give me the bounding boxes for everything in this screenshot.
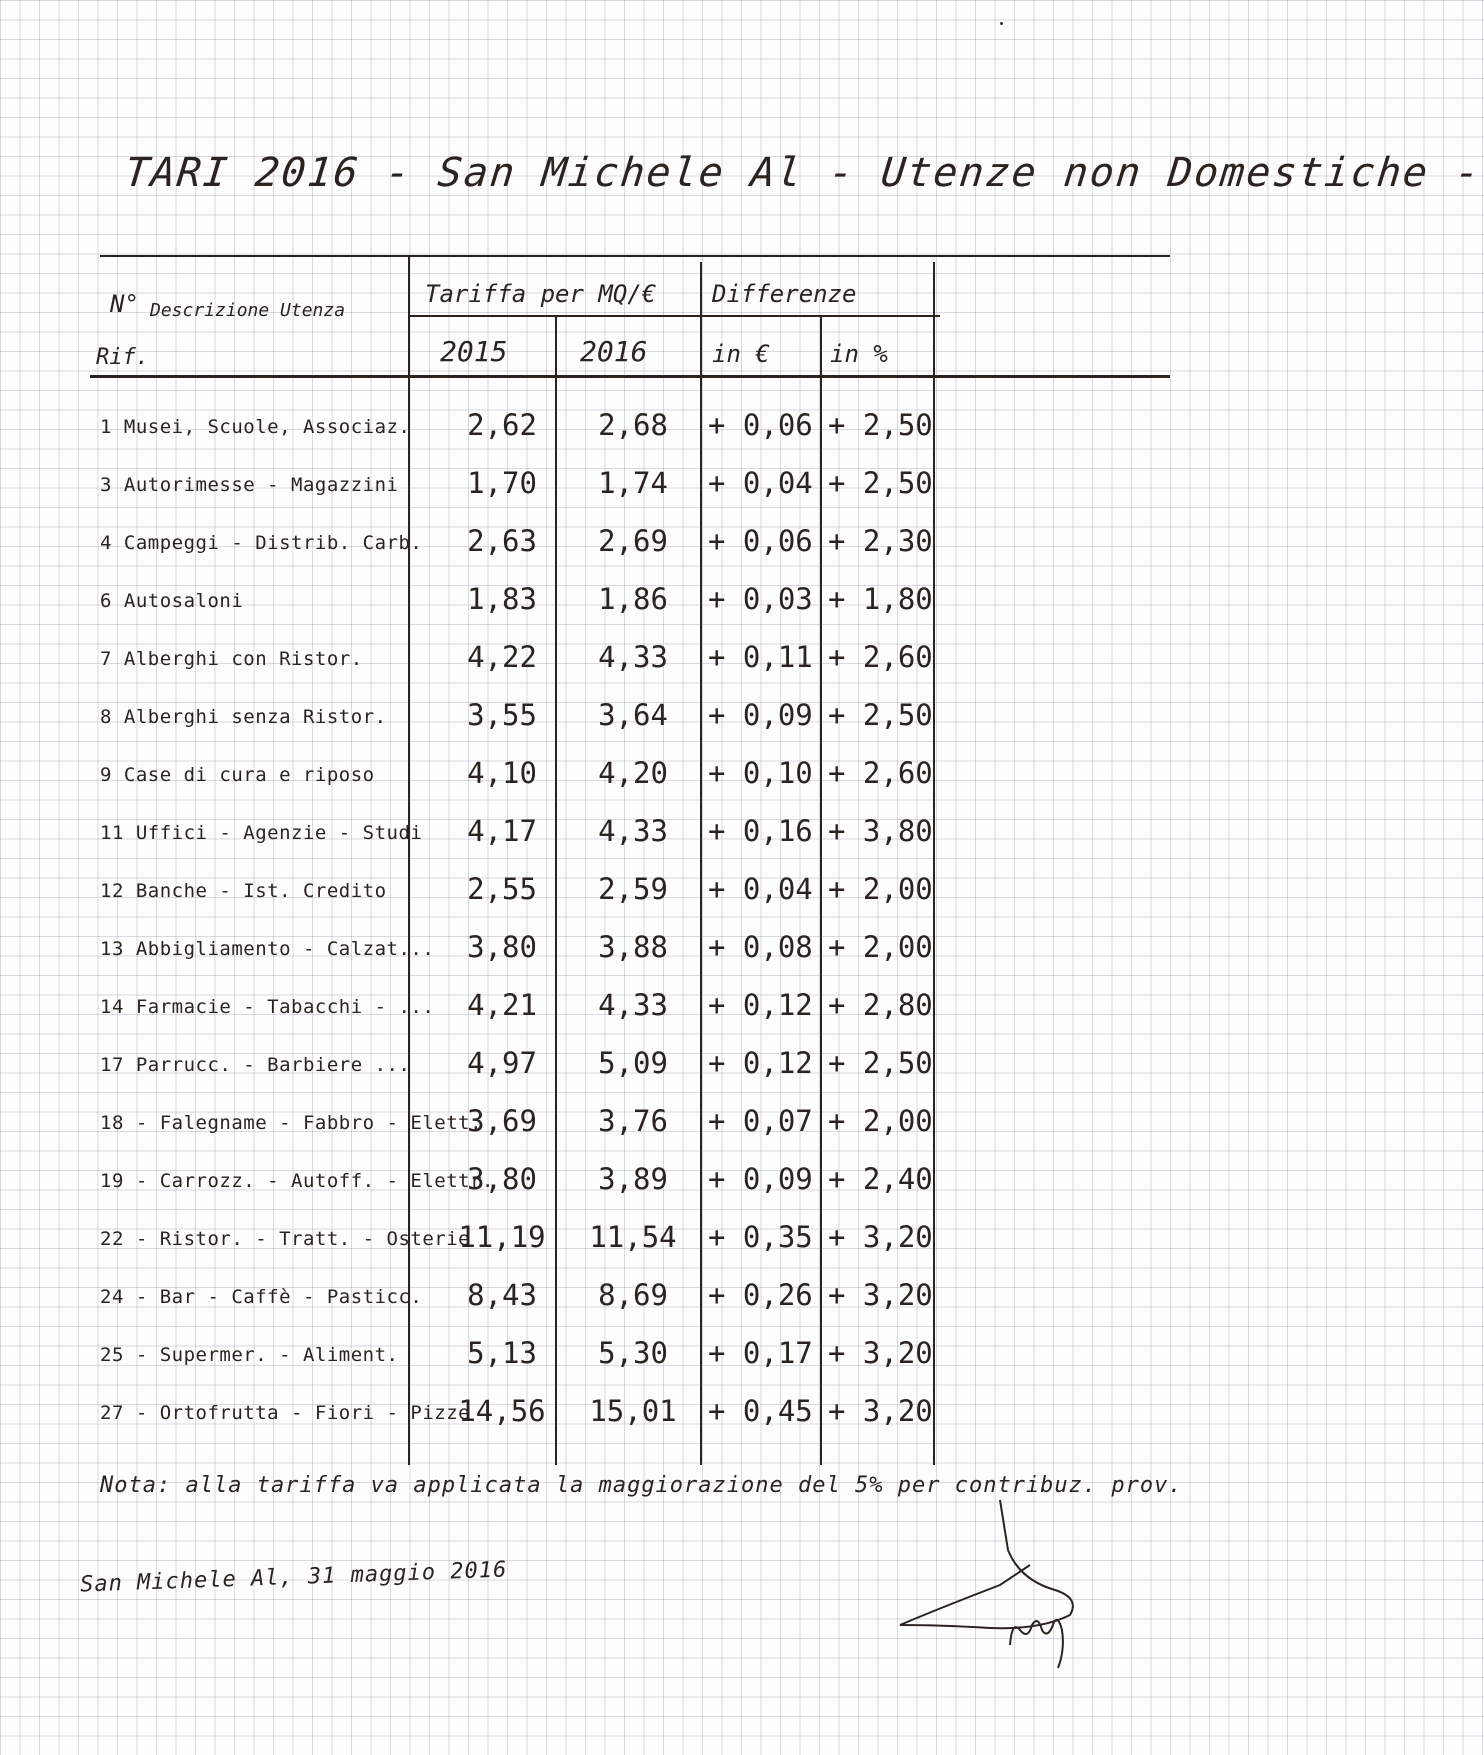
diff-euro: + 0,12	[708, 988, 813, 1022]
speck	[1000, 22, 1003, 25]
diff-euro: + 0,09	[708, 698, 813, 732]
tariff-2015: 3,55	[467, 698, 537, 732]
header-diff-group: Differenze	[712, 280, 857, 308]
diff-euro: + 0,06	[708, 408, 813, 442]
tariff-2016: 15,01	[589, 1394, 677, 1428]
tariff-2015: 3,80	[467, 1162, 537, 1196]
tariff-2016: 2,69	[598, 524, 668, 558]
diff-percent: + 2,60	[828, 756, 933, 790]
row-description: 27 - Ortofrutta - Fiori - Pizze	[100, 1402, 471, 1424]
tariff-2016: 3,64	[598, 698, 668, 732]
tariff-2016: 4,20	[598, 756, 668, 790]
row-description: 14 Farmacie - Tabacchi - ...	[100, 996, 435, 1018]
diff-euro: + 0,04	[708, 466, 813, 500]
col-divider-2016	[700, 262, 702, 1465]
diff-euro: + 0,06	[708, 524, 813, 558]
tariff-2016: 11,54	[589, 1220, 677, 1254]
tariff-2015: 3,69	[467, 1104, 537, 1138]
diff-percent: + 2,50	[828, 1046, 933, 1080]
diff-percent: + 2,00	[828, 872, 933, 906]
tariff-2016: 4,33	[598, 988, 668, 1022]
row-description: 19 - Carrozz. - Autoff. - Elettr.	[100, 1170, 494, 1192]
row-description: 24 - Bar - Caffè - Pasticc.	[100, 1286, 423, 1308]
diff-euro: + 0,35	[708, 1220, 813, 1254]
tariff-2016: 2,68	[598, 408, 668, 442]
header-2015: 2015	[440, 335, 508, 368]
diff-percent: + 2,00	[828, 930, 933, 964]
tariff-2015: 8,43	[467, 1278, 537, 1312]
tariff-2016: 4,33	[598, 640, 668, 674]
row-description: 17 Parrucc. - Barbiere ...	[100, 1054, 411, 1076]
diff-euro: + 0,17	[708, 1336, 813, 1370]
diff-percent: + 2,40	[828, 1162, 933, 1196]
diff-percent: + 2,50	[828, 466, 933, 500]
tariff-2016: 8,69	[598, 1278, 668, 1312]
row-description: 4 Campeggi - Distrib. Carb.	[100, 532, 423, 554]
tariff-2016: 3,88	[598, 930, 668, 964]
diff-percent: + 2,30	[828, 524, 933, 558]
tariff-2015: 4,22	[467, 640, 537, 674]
diff-percent: + 1,80	[828, 582, 933, 616]
tariff-2016: 4,33	[598, 814, 668, 848]
page-title: TARI 2016 - San Michele Al - Utenze non Domestiche -	[122, 150, 1484, 196]
diff-euro: + 0,10	[708, 756, 813, 790]
tariff-2015: 1,70	[467, 466, 537, 500]
diff-euro: + 0,45	[708, 1394, 813, 1428]
row-description: 8 Alberghi senza Ristor.	[100, 706, 387, 728]
header-num: N°	[110, 290, 139, 318]
tariff-2015: 4,17	[467, 814, 537, 848]
tariff-2015: 1,83	[467, 582, 537, 616]
row-description: 25 - Supermer. - Aliment.	[100, 1344, 399, 1366]
tariff-2015: 2,55	[467, 872, 537, 906]
row-description: 13 Abbigliamento - Calzat...	[100, 938, 435, 960]
diff-euro: + 0,09	[708, 1162, 813, 1196]
tariff-2016: 2,59	[598, 872, 668, 906]
row-description: 1 Musei, Scuole, Associaz.	[100, 416, 411, 438]
header-rif: Rif.	[96, 345, 149, 370]
signature-mark	[880, 1490, 1100, 1670]
diff-euro: + 0,07	[708, 1104, 813, 1138]
diff-euro: + 0,04	[708, 872, 813, 906]
diff-euro: + 0,08	[708, 930, 813, 964]
diff-percent: + 3,20	[828, 1336, 933, 1370]
row-description: 22 - Ristor. - Tratt. - Osterie	[100, 1228, 471, 1250]
row-description: 6 Autosaloni	[100, 590, 244, 612]
note: Nota: alla tariffa va applicata la maggiorazione del 5% per contribuz. prov.	[100, 1473, 1183, 1498]
tariff-2015: 14,56	[458, 1394, 546, 1428]
diff-euro: + 0,11	[708, 640, 813, 674]
diff-euro: + 0,16	[708, 814, 813, 848]
diff-percent: + 2,00	[828, 1104, 933, 1138]
diff-percent: + 2,80	[828, 988, 933, 1022]
tariff-2016: 1,86	[598, 582, 668, 616]
diff-euro: + 0,26	[708, 1278, 813, 1312]
tariff-2016: 3,89	[598, 1162, 668, 1196]
header-tariff-group: Tariffa per MQ/€	[425, 280, 657, 308]
diff-percent: + 3,20	[828, 1220, 933, 1254]
row-description: 3 Autorimesse - Magazzini	[100, 474, 399, 496]
row-description: 12 Banche - Ist. Credito	[100, 880, 387, 902]
diff-percent: + 3,20	[828, 1394, 933, 1428]
tariff-2015: 4,10	[467, 756, 537, 790]
col-divider-pct	[933, 262, 935, 1465]
row-description: 11 Uffici - Agenzie - Studi	[100, 822, 423, 844]
place-date: San Michele Al, 31 maggio 2016	[79, 1557, 508, 1598]
subheader-rule	[410, 315, 940, 317]
diff-euro: + 0,12	[708, 1046, 813, 1080]
tariff-2015: 2,62	[467, 408, 537, 442]
diff-percent: + 2,60	[828, 640, 933, 674]
tariff-2015: 11,19	[458, 1220, 546, 1254]
tariff-2016: 5,09	[598, 1046, 668, 1080]
header-in-pct: in %	[830, 340, 888, 368]
header-in-euro: in €	[712, 340, 770, 368]
tariff-2015: 5,13	[467, 1336, 537, 1370]
tariff-2015: 4,21	[467, 988, 537, 1022]
tariff-2016: 1,74	[598, 466, 668, 500]
diff-percent: + 3,20	[828, 1278, 933, 1312]
row-description: 7 Alberghi con Ristor.	[100, 648, 363, 670]
table-top-rule	[100, 255, 1170, 257]
tariff-2015: 4,97	[467, 1046, 537, 1080]
tariff-2016: 5,30	[598, 1336, 668, 1370]
header-description: Descrizione Utenza	[150, 300, 346, 321]
diff-percent: + 2,50	[828, 408, 933, 442]
header-2016: 2016	[580, 335, 648, 368]
tariff-2015: 2,63	[467, 524, 537, 558]
diff-euro: + 0,03	[708, 582, 813, 616]
row-description: 18 - Falegname - Fabbro - Elett.	[100, 1112, 483, 1134]
diff-percent: + 3,80	[828, 814, 933, 848]
header-bottom-rule	[90, 375, 1170, 378]
col-divider-eur	[820, 317, 822, 1465]
row-description: 9 Case di cura e riposo	[100, 764, 375, 786]
tariff-2016: 3,76	[598, 1104, 668, 1138]
tariff-2015: 3,80	[467, 930, 537, 964]
diff-percent: + 2,50	[828, 698, 933, 732]
